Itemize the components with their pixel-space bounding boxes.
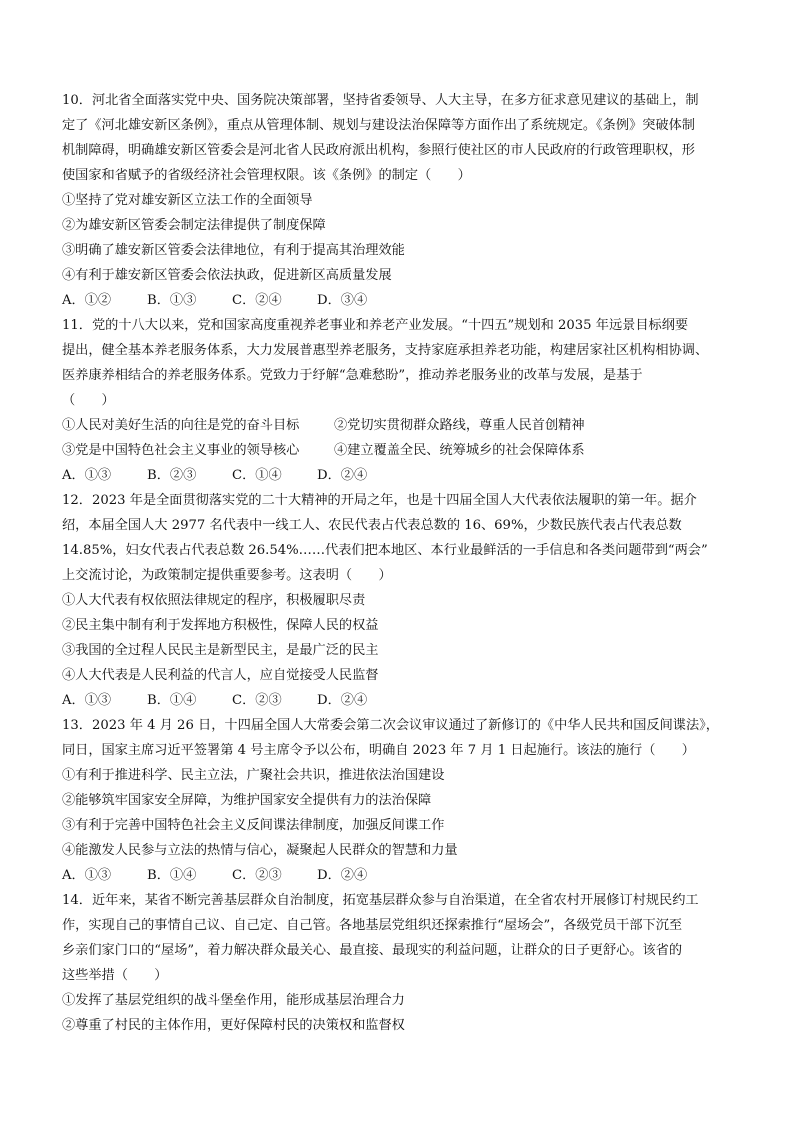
answer-choice-c: C．①④ [232, 468, 282, 483]
statement-option: ③明确了雄安新区管委会法律地位，有利于提高其治理效能 [62, 243, 405, 258]
question-stem-line: 医养康养相结合的养老服务体系。党致力于纾解“急难愁盼”，推动养老服务业的改革与发展，是基于 [62, 368, 643, 383]
answer-choice-b: B．②③ [147, 468, 197, 483]
question-stem-line: 机制障碍，明确雄安新区管委会是河北省人民政府派出机构，参照行使社区的市人民政府的行政管理职权，形 [62, 143, 695, 158]
statement-option: ①人大代表有权依照法律规定的程序，积极履职尽责 [62, 593, 366, 608]
statement-option: ④能激发人民参与立法的热情与信心，凝聚起人民群众的智慧和力量 [62, 843, 458, 858]
question-stem-line: 11．党的十八大以来，党和国家高度重视养老事业和养老产业发展。“十四五”规划和 2035 年远景目标纲要 [62, 318, 689, 333]
answer-choice-d: D．③④ [317, 293, 368, 308]
question-stem-line: 这些举措（ ） [62, 968, 168, 983]
answer-choices [62, 688, 732, 713]
statement-option-row [62, 438, 732, 463]
answer-choice-a: A．①③ [62, 868, 112, 883]
answer-choices [62, 288, 732, 313]
question-stem-line: 作，实现自己的事情自己议、自己定、自己管。各地基层党组织还探索推行“屋场会”，各级党员干部下沉至 [62, 918, 683, 933]
answer-choices [62, 463, 732, 488]
statement-option: ④建立覆盖全民、统筹城乡的社会保障体系 [334, 443, 585, 458]
question-stem-line: 上交流讨论，为政策制定提供重要参考。这表明（ ） [62, 568, 392, 583]
statement-option: ②为雄安新区管委会制定法律提供了制度保障 [62, 218, 326, 233]
statement-option: ②党切实贯彻群众路线，尊重人民首创精神 [334, 418, 585, 433]
question-stem-line: 提出，健全基本养老服务体系，大力发展普惠型养老服务，支持家庭承担养老功能，构建居家社区机构相协调、 [62, 343, 709, 358]
question-stem-line: 14．近年来，某省不断完善基层群众自治制度，拓宽基层群众参与自治渠道，在全省农村开展修订村规民约工 [62, 893, 699, 908]
answer-choice-d: D．②④ [317, 468, 368, 483]
statement-option: ④人大代表是人民利益的代言人，应自觉接受人民监督 [62, 668, 379, 683]
question-stem-line: （ ） [62, 393, 115, 408]
statement-option: ②民主集中制有利于发挥地方积极性，保障人民的权益 [62, 618, 379, 633]
question-13 [62, 713, 732, 888]
answer-choice-c: C．②④ [232, 293, 282, 308]
question-10 [62, 88, 732, 313]
statement-option: ①有利于推进科学、民主立法，广聚社会共识，推进依法治国建设 [62, 768, 445, 783]
answer-choice-d: D．②④ [317, 693, 368, 708]
answer-choice-b: B．①④ [147, 693, 197, 708]
question-12 [62, 488, 732, 713]
answer-choice-a: A．①③ [62, 468, 112, 483]
answer-choice-d: D．②④ [317, 868, 368, 883]
question-stem-line: 同日，国家主席习近平签署第 4 号主席令予以公布，明确自 2023 年 7 月 1 日起施行。该法的施行（ ） [62, 743, 695, 758]
question-stem-line: 乡亲们家门口的“屋场”，着力解决群众最关心、最直接、最现实的利益问题，让群众的日子更舒心。该省的 [62, 943, 683, 958]
statement-option: ③有利于完善中国特色社会主义反间谍法律制度，加强反间谍工作 [62, 818, 445, 833]
answer-choice-c: C．②③ [232, 693, 282, 708]
question-stem-line: 10．河北省全面落实党中央、国务院决策部署，坚持省委领导、人大主导，在多方征求意见建议的基础上，制 [62, 93, 699, 108]
question-stem-line: 13．2023 年 4 月 26 日，十四届全国人大常委会第二次会议审议通过了新修订的《中华人民共和国反间谍法》， [62, 718, 719, 733]
question-stem-line: 定了《河北雄安新区条例》，重点从管理体制、规划与建设法治保障等方面作出了系统规定。《条例》突破体制 [62, 118, 695, 133]
question-stem-line: 使国家和省赋予的省级经济社会管理权限。该《条例》的制定（ ） [62, 168, 471, 183]
statement-option: ②尊重了村民的主体作用，更好保障村民的决策权和监督权 [62, 1018, 405, 1033]
answer-choice-b: B．①④ [147, 868, 197, 883]
answer-choice-a: A．①② [62, 293, 112, 308]
question-11 [62, 313, 732, 488]
statement-option: ③我国的全过程人民民主是新型民主，是最广泛的民主 [62, 643, 379, 658]
answer-choice-c: C．②③ [232, 868, 282, 883]
statement-option: ①坚持了党对雄安新区立法工作的全面领导 [62, 193, 313, 208]
question-stem-line: 12．2023 年是全面贯彻落实党的二十大精神的开局之年，也是十四届全国人大代表依法履职的第一年。据介 [62, 493, 697, 508]
question-stem-line: 绍，本届全国人大 2977 名代表中一线工人、农民代表占代表总数的 16、69%，少数民族代表占代表总数 [62, 518, 682, 533]
statement-option: ②能够筑牢国家安全屏障，为维护国家安全提供有力的法治保障 [62, 793, 432, 808]
answer-choices [62, 863, 732, 888]
statement-option: ①人民对美好生活的向往是党的奋斗目标 [62, 418, 300, 433]
exam-page [62, 88, 732, 1038]
answer-choice-b: B．①③ [147, 293, 197, 308]
statement-option: ④有利于雄安新区管委会依法执政，促进新区高质量发展 [62, 268, 392, 283]
answer-choice-a: A．①③ [62, 693, 112, 708]
statement-option: ③党是中国特色社会主义事业的领导核心 [62, 443, 300, 458]
question-14 [62, 888, 732, 1038]
statement-option: ①发挥了基层党组织的战斗堡垒作用，能形成基层治理合力 [62, 993, 405, 1008]
statement-option-row [62, 413, 732, 438]
question-stem-line: 14.85%，妇女代表占代表总数 26.54%……代表们把本地区、本行业最鲜活的一手信息和各类问题带到“两会” [62, 543, 708, 558]
